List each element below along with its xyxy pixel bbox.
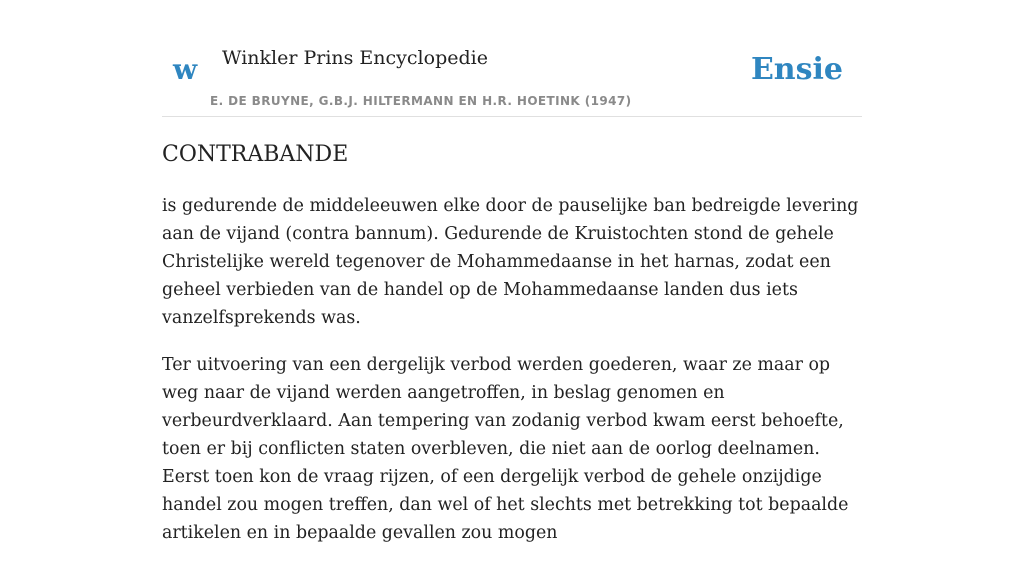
authors-line: E. DE BRUYNE, G.B.J. HILTERMANN EN H.R. HOETINK (1947) (210, 94, 632, 108)
publication-title[interactable]: Winkler Prins Encyclopedie (222, 47, 488, 69)
publication-logo[interactable]: w (173, 53, 198, 86)
page-container (162, 0, 862, 543)
article-body (162, 192, 862, 566)
ensie-logo[interactable]: Ensie (750, 52, 843, 87)
article-title: CONTRABANDE (162, 142, 349, 167)
header (162, 0, 862, 117)
article-paragraph-1: is gedurende de middeleeuwen elke door de pauselijke ban bedreigde levering aan de vijand (contra bannum). Gedurende de Kruistochten stond de gehele Christelijke wereld tegenover de Mohammedaanse in het harnas, zodat een geheel verbieden van de handel op de Mohammedaanse landen dus iets vanzelfsprekends was. (162, 196, 859, 328)
article-paragraph-2: Ter uitvoering van een dergelijk verbod werden goederen, waar ze maar op weg naar de vijand werden aangetroffen, in beslag genomen en verbeurdverklaard. Aan tempering van zodanig verbod kwam eerst behoefte, toen er bij conflicten staten overbleven, die niet aan de oorlog deelnamen. Eerst toen kon de vraag rijzen, of een dergelijk verbod de gehele onzijdige handel zou mogen treffen, dan wel of het slechts met betrekking tot bepaalde artikelen en in bepaalde gevallen zou mogen (162, 355, 849, 543)
